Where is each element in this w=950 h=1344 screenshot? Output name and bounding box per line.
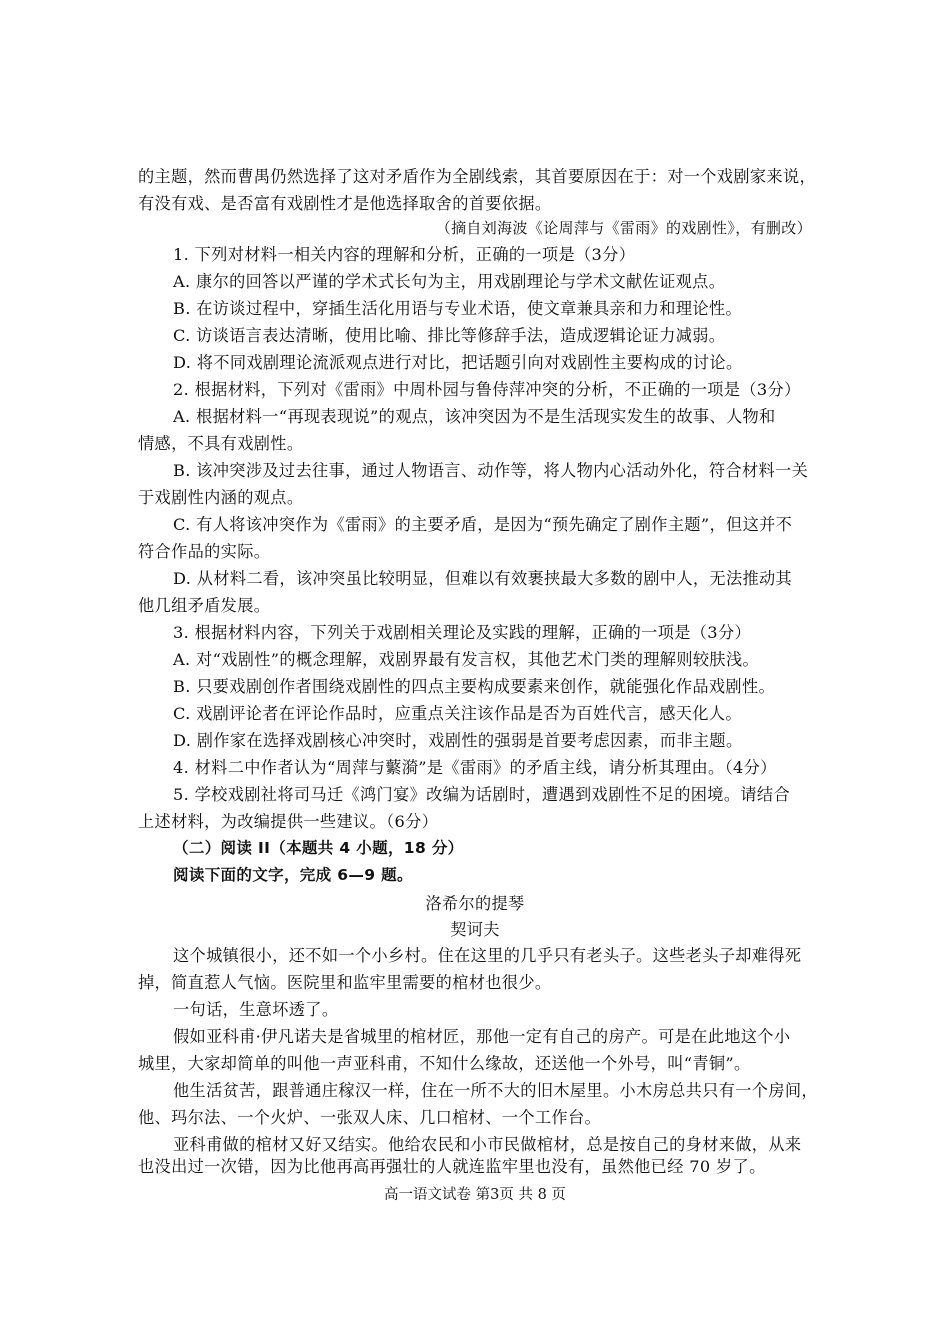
option-2a: A. 根据材料一“再现表现说”的观点，该冲突因为不是生活现实发生的故事、人物和: [173, 407, 776, 426]
option-2c-cont: 符合作品的实际。: [138, 542, 271, 561]
option-1a: A. 康尔的回答以严谨的学术式长句为主，用戏剧理论与学术文献佐证观点。: [173, 272, 726, 291]
option-2b-cont: 于戏剧性内涵的观点。: [138, 488, 304, 507]
section-heading: （二）阅读 II（本题共 4 小题，18 分）: [173, 839, 464, 857]
question-5: 5. 学校戏剧社将司马迁《鸿门宴》改编为话剧时，遭遇到戏剧性不足的困境。请结合: [173, 785, 790, 804]
paragraph-line: 也没出过一次错，因为比他再高再强壮的人就连监牢里也没有，虽然他已经 70 岁了。: [138, 1157, 766, 1176]
source-citation: （摘自刘海波《论周萍与《雷雨》的戏剧性》，有删改）: [435, 219, 812, 237]
option-1c: C. 访谈语言表达清晰，使用比喻、排比等修辞手法，造成逻辑论证力减弱。: [173, 326, 726, 345]
story-title: 洛希尔的提琴: [425, 894, 525, 913]
story-author: 契诃夫: [450, 920, 500, 939]
question-4: 4. 材料二中作者认为“周萍与蘩漪”是《雷雨》的矛盾主线，请分析其理由。（4分）: [173, 758, 777, 777]
paragraph-line: 一句话，生意坏透了。: [173, 1000, 339, 1019]
text-line: 的主题，然而曹禺仍然选择了这对矛盾作为全剧线索，其首要原因在于：对一个戏剧家来说，: [138, 167, 817, 186]
question-5-cont: 上述材料，为改编提供一些建议。（6分）: [138, 812, 439, 831]
option-2b: B. 该冲突涉及过去往事，通过人物语言、动作等，将人物内心活动外化，符合材料一关: [173, 461, 809, 480]
page-footer: 高一语文试卷 第3页 共 8 页: [384, 1187, 566, 1203]
paragraph-line: 他、玛尔法、一个火炉、一张双人床、几口棺材、一个工作台。: [138, 1108, 602, 1127]
option-2d-cont: 他几组矛盾发展。: [138, 596, 271, 615]
option-2a-cont: 情感，不具有戏剧性。: [138, 434, 304, 453]
paragraph-line: 城里，大家却简单的叫他一声亚科甫，不知什么缘故，还送他一个外号，叫“青铜”。: [138, 1054, 751, 1073]
text-line: 有没有戏、是否富有戏剧性才是他选择取舍的首要依据。: [138, 194, 552, 213]
question-3: 3. 根据材料内容，下列关于戏剧相关理论及实践的理解，正确的一项是（3分）: [173, 623, 752, 642]
option-1d: D. 将不同戏剧理论流派观点进行对比，把话题引向对戏剧性主要构成的讨论。: [173, 353, 743, 372]
paragraph-line: 掉，简直惹人气恼。医院里和监牢里需要的棺材也很少。: [138, 973, 552, 992]
option-3b: B. 只要戏剧创作者围绕戏剧性的四点主要构成要素来创作，就能强化作品戏剧性。: [173, 677, 776, 696]
question-1: 1. 下列对材料一相关内容的理解和分析，正确的一项是（3分）: [173, 245, 636, 264]
option-3d: D. 剧作家在选择戏剧核心冲突时，戏剧性的强弱是首要考虑因素，而非主题。: [173, 731, 743, 750]
option-3a: A. 对“戏剧性”的概念理解，戏剧界最有发言权，其他艺术门类的理解则较肤浅。: [173, 650, 760, 669]
paragraph-line: 假如亚科甫·伊凡诺夫是省城里的棺材匠，那他一定有自己的房产。可是在此地这个小: [173, 1027, 791, 1046]
paragraph-line: 亚科甫做的棺材又好又结实。他给农民和小市民做棺材，总是按自己的身材来做，从来: [173, 1135, 802, 1154]
option-3c: C. 戏剧评论者在评论作品时，应重点关注该作品是否为百姓代言，感天化人。: [173, 704, 742, 723]
paragraph-line: 他生活贫苦，跟普通庄稼汉一样，住在一所不大的旧木屋里。小木房总共只有一个房间，: [173, 1081, 818, 1100]
question-2: 2. 根据材料，下列对《雷雨》中周朴园与鲁侍萍冲突的分析，不正确的一项是（3分）: [173, 380, 801, 399]
option-1b: B. 在访谈过程中，穿插生活化用语与专业术语，使文章兼具亲和力和理论性。: [173, 299, 742, 318]
paragraph-line: 这个城镇很小，还不如一个小乡村。住在这里的几乎只有老头子。这些老头子却难得死: [173, 946, 802, 965]
option-2c: C. 有人将该冲突作为《雷雨》的主要矛盾，是因为“预先确定了剧作主题”，但这并不: [173, 515, 793, 534]
option-2d: D. 从材料二看，该冲突虽比较明显，但难以有效裹挟最大多数的剧中人，无法推动其: [173, 569, 793, 588]
section-instruction: 阅读下面的文字，完成 6—9 题。: [173, 866, 413, 884]
